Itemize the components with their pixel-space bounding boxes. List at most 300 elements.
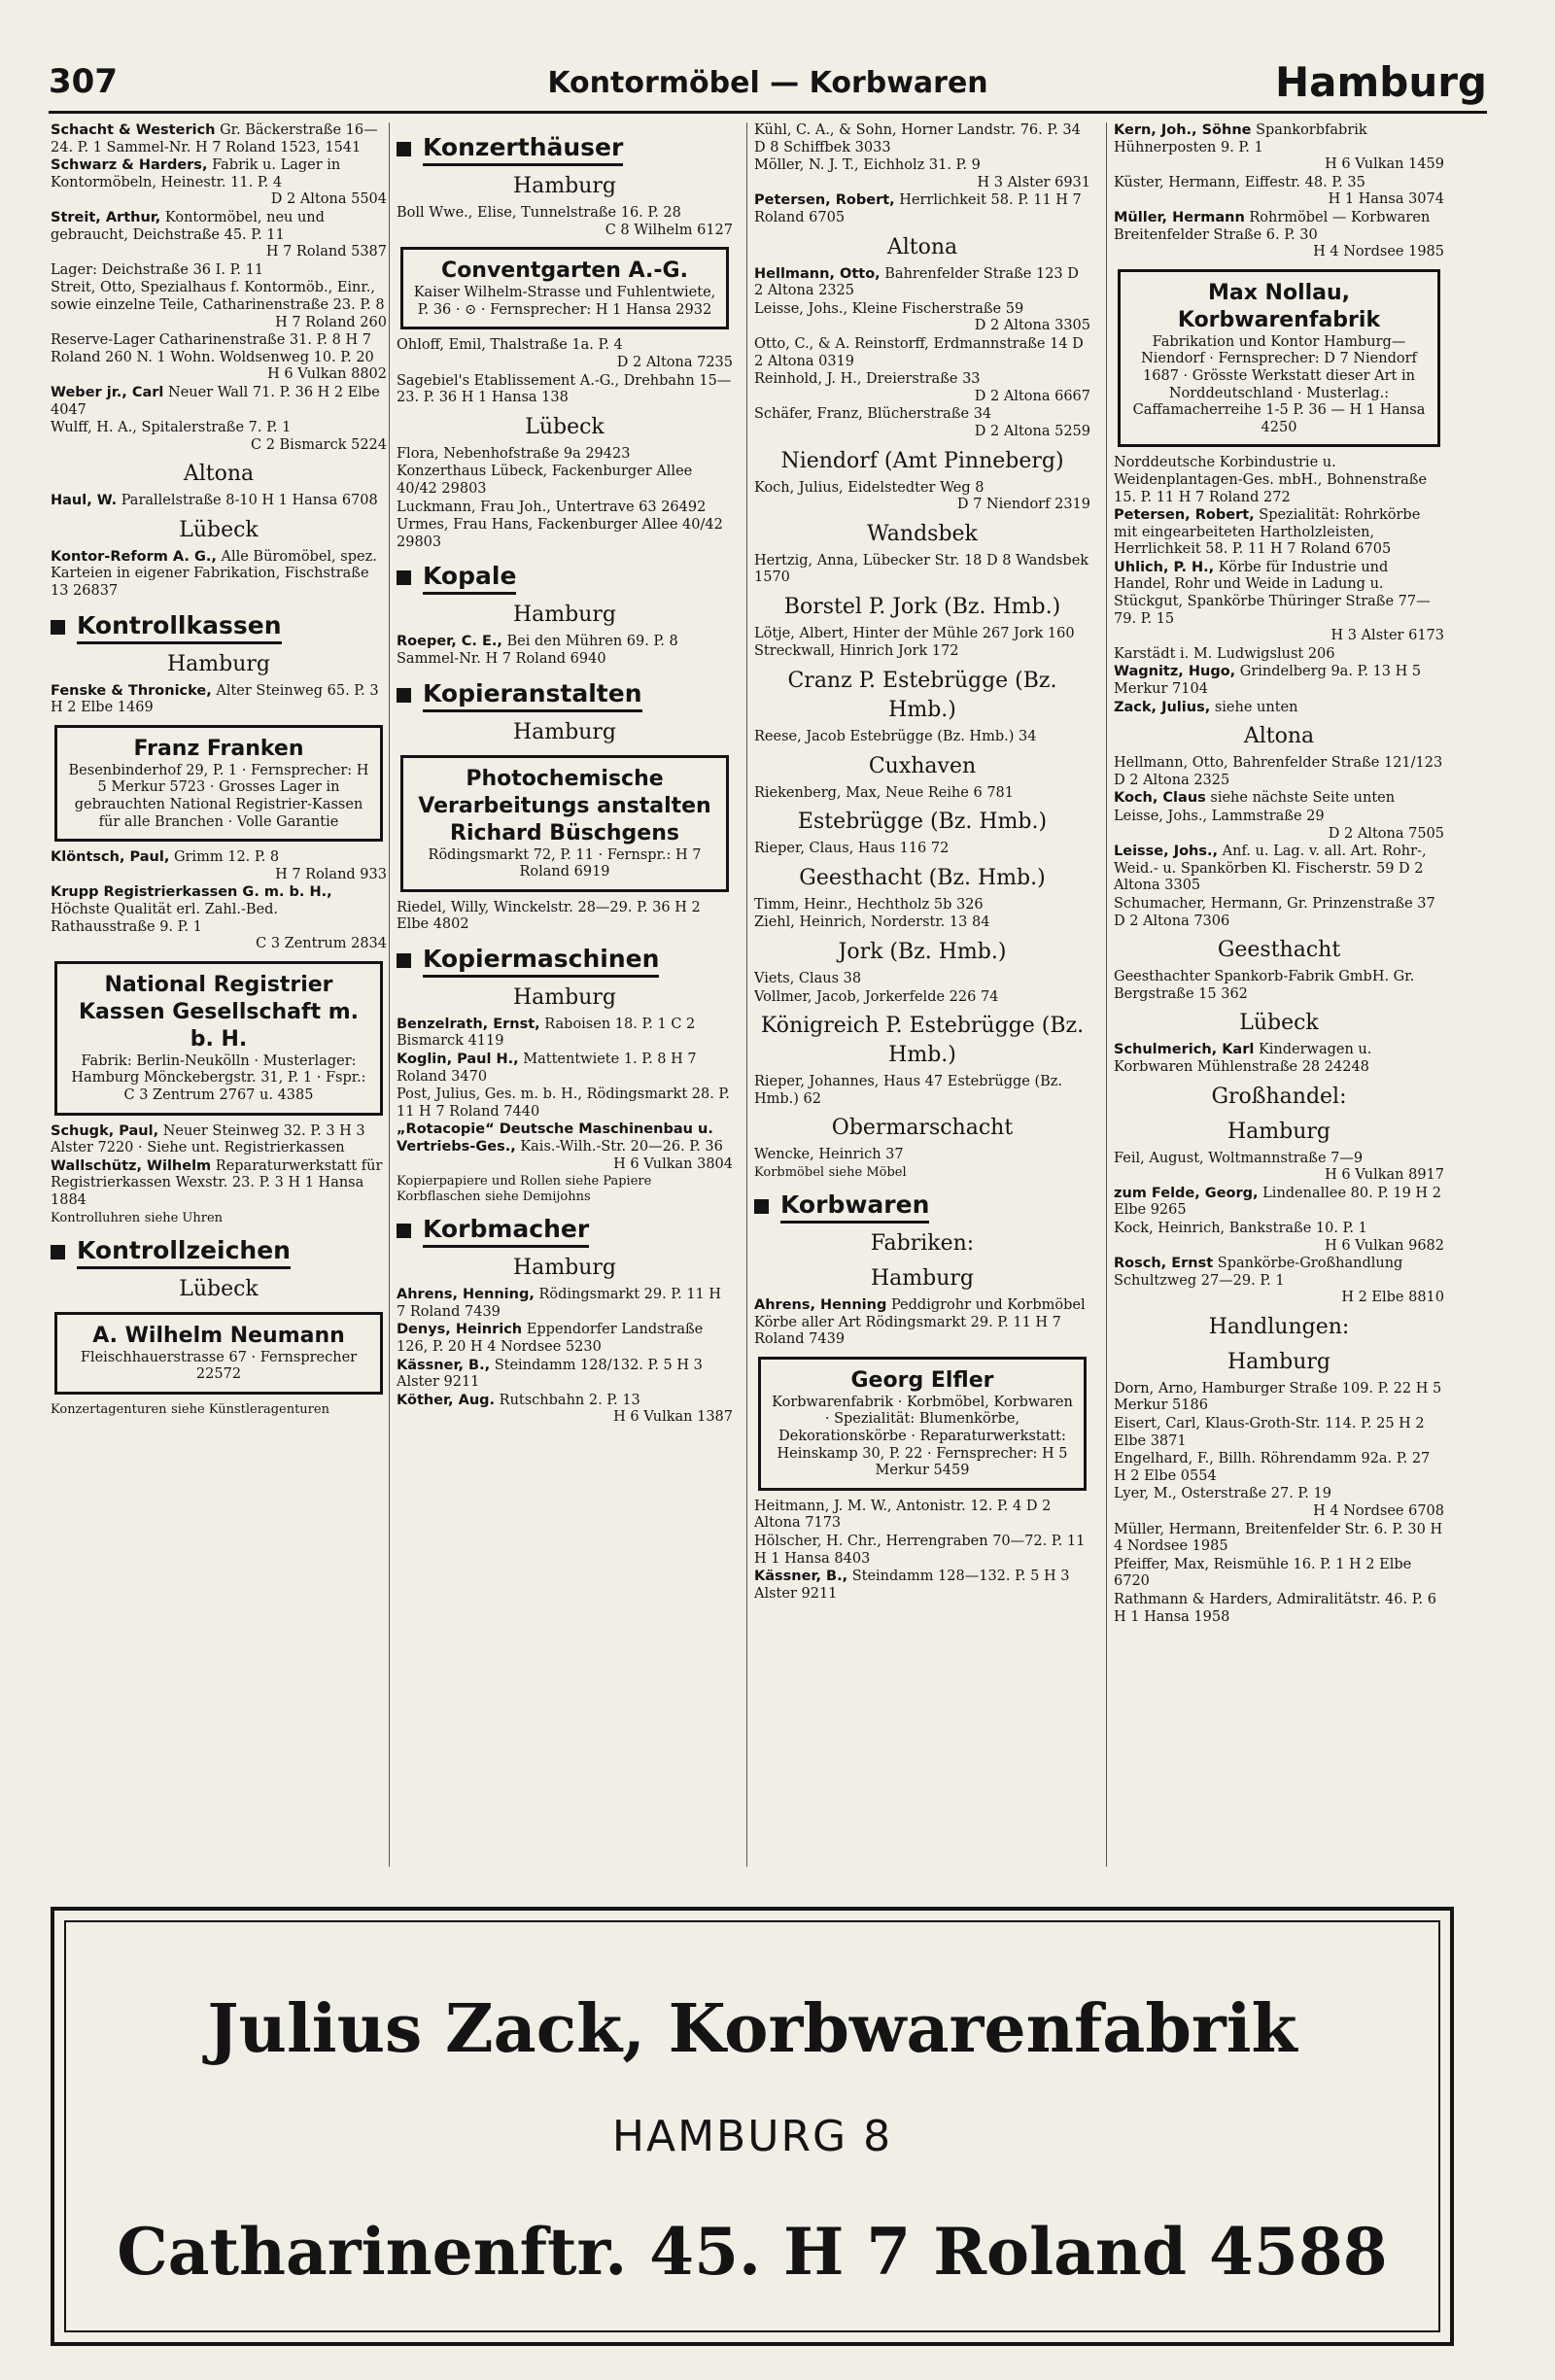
listing-entry [397, 446, 733, 464]
listing-entry [754, 371, 1090, 405]
ad-box [54, 961, 383, 1116]
listing-name: Kässner, B., [754, 1569, 848, 1585]
section-bullet-icon [397, 570, 411, 585]
listing-details: Spezialität: Rohrkörbe mit eingearbeiteten Hartholzleisten, Herrlichkeit 58. P. 11 H 7 Roland 6705 [1114, 507, 1421, 558]
listing-details: Reese, Jacob Estebrügge (Bz. Hmb.) 34 [754, 729, 1037, 745]
listing-entry [1114, 896, 1444, 930]
listing-details: siehe unten [1214, 699, 1298, 715]
listing-entry [1114, 455, 1444, 506]
ad-box [1118, 269, 1440, 448]
listing-details: Leisse, Johs., Lammstraße 29 [1114, 809, 1325, 824]
listing-entry [1114, 507, 1444, 559]
cross-reference [397, 1174, 733, 1189]
listing-details: Karstädt i. M. Ludwigslust 206 [1114, 645, 1335, 662]
section-heading [51, 1235, 387, 1269]
listing-details: Schäfer, Franz, Blücherstraße 34 [754, 406, 992, 423]
listing-details: Otto, C., & A. Reinstorff, Erdmannstraße 14 D 2 Altona 0319 [754, 335, 1084, 369]
listing-details: Kais.-Wilh.-Str. 20—26. P. 36 [520, 1139, 723, 1156]
listing-details: Raboisen 18. P. 1 C 2 Bismarck 4119 [397, 1016, 696, 1050]
listing-details: Urmes, Frau Hans, Fackenburger Allee 40/42 29803 [397, 517, 723, 550]
listing-details: siehe nächste Seite unten [1210, 790, 1396, 807]
section-bullet-icon [51, 1245, 65, 1259]
listing-details: Dorn, Arno, Hamburger Straße 109. P. 22 H 5 Merkur 5186 [1114, 1380, 1442, 1414]
listing-entry [1114, 560, 1444, 645]
city-heading: Hamburg [512, 719, 616, 744]
listing-details: Post, Julius, Ges. m. b. H., Rödingsmarkt 28. P. 11 H 7 Roland 7440 [397, 1087, 730, 1120]
listing-entry [397, 900, 733, 934]
listing-phone: H 6 Vulkan 9682 [1325, 1237, 1444, 1254]
listing-entry [1114, 1522, 1444, 1556]
listing-details: Bei den Mühren 69. P. 8 Sammel-Nr. H 7 Roland 6940 [397, 634, 678, 667]
listing-entry [397, 205, 733, 239]
listing-entry [754, 914, 1090, 932]
listing-phone: H 4 Nordsee 6708 [1313, 1503, 1444, 1520]
listing-entry [51, 420, 387, 454]
city-heading: Lübeck [525, 414, 605, 439]
city-heading: Wandsbek [867, 521, 978, 546]
listing-entry [51, 683, 387, 717]
listing-entry [754, 1147, 1090, 1164]
ad-box-title: Max Nollau, Korbwarenfabrik [1177, 280, 1381, 332]
listing-entry [51, 493, 387, 510]
listing-entry [754, 301, 1090, 335]
listing-entry [51, 549, 387, 601]
listing-entry [1114, 790, 1444, 808]
listing-details: Timm, Heinr., Hechtholz 5b 326 [754, 896, 984, 913]
listing-name: Benzelrath, Ernst, [397, 1016, 540, 1032]
listing-entry [1114, 1186, 1444, 1220]
city-heading: Niendorf (Amt Pinneberg) [780, 448, 1064, 473]
advertisement-box [51, 1907, 1454, 2346]
listing-entry [1114, 210, 1444, 261]
listing-details: Streit, Otto, Spezialhaus f. Kontormöb., Einr., sowie einzelne Teile, Catharinenstraße 23. P. 8 [51, 280, 385, 313]
listing-details: Boll Wwe., Elise, Tunnelstraße 16. P. 28 [397, 205, 681, 221]
listing-entry [754, 841, 1090, 858]
city-heading: Borstel P. Jork (Bz. Hmb.) [783, 594, 1061, 619]
listing-name: Fenske & Thronicke, [51, 682, 212, 699]
listing-details: Körbe für Industrie und Handel, Rohr und Weide in Ladung u. Stückgut, Spankörbe Thüringer Straße 77—79. P. 15 [1114, 559, 1431, 627]
listing-entry [397, 1287, 733, 1321]
listing-name: Ahrens, Henning [754, 1297, 887, 1313]
section-title: Kopieranstalten [423, 678, 642, 712]
listing-phone: H 7 Roland 5387 [265, 244, 387, 260]
listing-details: Eisert, Carl, Klaus-Groth-Str. 114. P. 25 H 2 Elbe 3871 [1114, 1416, 1425, 1449]
listing-details: Rutschbahn 2. P. 13 [499, 1392, 640, 1408]
city-heading: Cranz P. Estebrügge (Bz. Hmb.) [787, 669, 1057, 723]
ad-box-text: Kaiser Wilhelm-Strasse und Fuhlentwiete, P. 36 · ⊙ · Fernsprecher: H 1 Hansa 2932 [413, 285, 716, 318]
listing-details: Wencke, Heinrich 37 [754, 1147, 904, 1163]
listing-entry [754, 1499, 1090, 1533]
listing-entry [397, 1017, 733, 1051]
listing-phone: D 2 Altona 7235 [616, 354, 733, 370]
listing-entry [754, 1569, 1090, 1603]
listing-entry [397, 500, 733, 517]
listing-details: Hölscher, H. Chr., Herrengraben 70—72. P. 11 H 1 Hansa 8403 [754, 1533, 1086, 1567]
listing-name: Kern, Joh., Söhne [1114, 122, 1252, 138]
listing-entry [51, 262, 387, 280]
listing-phone: H 6 Vulkan 8917 [1325, 1167, 1444, 1184]
ad-box-text: Fleischhauerstrasse 67 · Fernsprecher 22572 [80, 1349, 358, 1383]
listing-entry [51, 157, 387, 209]
section-bullet-icon [397, 1224, 411, 1238]
listing-phone: C 3 Zentrum 2834 [256, 936, 387, 952]
listing-phone: D 2 Altona 5504 [270, 191, 387, 208]
column-divider [1106, 122, 1107, 1867]
listing-name: Kässner, B., [397, 1357, 491, 1373]
cross-reference-topic: Korbflaschen [397, 1190, 481, 1205]
listing-details: Flora, Nebenhofstraße 9a 29423 [397, 445, 631, 462]
listing-details: Lager: Deichstraße 36 I. P. 11 [51, 261, 264, 278]
ad-box-text: Korbwarenfabrik · Korbmöbel, Korbwaren · Spezialität: Blumenkörbe, Dekorationskörbe · Reparaturwerkstatt: Heinskamp 30, P. 22 · Fernsprecher: H 5 Merkur 5459 [772, 1394, 1073, 1479]
listing-entry [397, 1322, 733, 1356]
listing-entry [754, 643, 1090, 661]
listing-details: Geesthachter Spankorb-Fabrik GmbH. Gr. Bergstraße 15 362 [1114, 969, 1415, 1002]
listing-entry [1114, 1451, 1444, 1485]
listing-details: Hertzig, Anna, Lübecker Str. 18 D 8 Wandsbek 1570 [754, 552, 1089, 586]
listing-entry [1114, 1042, 1444, 1076]
city-heading: Lübeck [1239, 1011, 1319, 1036]
listing-details: Steindamm 128/132. P. 5 H 3 Alster 9211 [397, 1357, 703, 1391]
listing-entry [397, 1358, 733, 1392]
listing-entry [1114, 809, 1444, 843]
city-heading: Geesthacht [1217, 938, 1341, 963]
listing-details: Neuer Steinweg 32. P. 3 H 3 Alster 7220 · Siehe unt. Registrierkassen [51, 1122, 365, 1156]
section-title: Kopale [423, 561, 516, 595]
listing-phone: H 7 Roland 933 [275, 866, 387, 882]
listing-details: Luckmann, Frau Joh., Untertrave 63 26492 [397, 499, 707, 515]
ad-box-title: Conventgarten A.-G. [441, 259, 688, 284]
listing-entry [754, 971, 1090, 988]
listing-name: Ahrens, Henning, [397, 1287, 535, 1303]
listing-name: Wallschütz, Wilhelm [51, 1157, 212, 1174]
listing-entry [51, 1158, 387, 1210]
listing-name: Koglin, Paul H., [397, 1052, 519, 1068]
listing-entry [754, 480, 1090, 514]
listing-details: Ziehl, Heinrich, Norderstr. 13 84 [754, 914, 990, 931]
listing-details: Reinhold, J. H., Dreierstraße 33 [754, 371, 981, 388]
listing-details: Ohloff, Emil, Thalstraße 1a. P. 4 [397, 337, 623, 354]
listing-entry [397, 1393, 733, 1427]
listing-phone: D 2 Altona 7505 [1328, 825, 1444, 842]
city-heading: Altona [886, 234, 958, 259]
listing-phone: H 4 Nordsee 1985 [1313, 244, 1444, 260]
listing-details: Lindenallee 80. P. 19 H 2 Elbe 9265 [1114, 1185, 1441, 1219]
listing-entry [1114, 122, 1444, 174]
listing-entry [754, 1534, 1090, 1568]
listing-entry [397, 337, 733, 371]
listing-phone: D 2 Altona 6667 [974, 388, 1090, 404]
listing-entry [51, 1123, 387, 1157]
listing-details: Riedel, Willy, Winckelstr. 28—29. P. 36 H 2 Elbe 4802 [397, 899, 701, 933]
listing-name: Petersen, Robert, [1114, 507, 1255, 524]
ad-box-text: Rödingsmarkt 72, P. 11 · Fernspr.: H 7 Roland 6919 [428, 846, 702, 880]
listing-details: Viets, Claus 38 [754, 971, 862, 987]
section-heading [397, 132, 733, 166]
listing-name: Streit, Arthur, [51, 209, 161, 225]
cross-reference-target: siehe Demijohns [485, 1190, 591, 1205]
listing-name: „Rotacopie“ Deutsche Maschinenbau u. Vertriebs-Ges., [397, 1121, 713, 1156]
ad-box-text: Fabrik: Berlin-Neukölln · Musterlager: Hamburg Mönckebergstr. 31, P. 1 · Fspr.: C 3 Zentrum 2767 u. 4385 [71, 1052, 366, 1103]
listing-entry [1114, 1381, 1444, 1415]
listing-entry [754, 192, 1090, 226]
listing-entry [1114, 1221, 1444, 1255]
cross-reference-topic: Kontrolluhren [51, 1210, 141, 1225]
listing-entry [1114, 844, 1444, 895]
listing-entry [754, 1074, 1090, 1108]
listing-name: Petersen, Robert, [754, 192, 895, 209]
listing-details: Leisse, Johs., Kleine Fischerstraße 59 [754, 300, 1024, 317]
city-heading: Königreich P. Estebrügge (Bz. Hmb.) [760, 1014, 1085, 1068]
listing-details: Spankorbfabrik Hühnerposten 9. P. 1 [1114, 122, 1367, 155]
city-heading: Altona [1243, 724, 1315, 749]
listing-entry [397, 1052, 733, 1086]
ad-box-title: Georg Elfler [850, 1367, 994, 1393]
listing-entry [1114, 1486, 1444, 1520]
ad-box-text: Fabrikation und Kontor Hamburg—Niendorf · Fernsprecher: D 7 Niendorf 1687 · Grösste Werkstatt dieser Art in Norddeutschland · Musterlag.: Caffamacherreihe 1-5 P. 36 — H 1 Hansa 4250 [1132, 333, 1426, 435]
city-heading: Cuxhaven [868, 753, 977, 778]
section-heading [51, 610, 387, 644]
listing-entry [754, 897, 1090, 914]
listing-details: Streckwall, Hinrich Jork 172 [754, 643, 959, 660]
listing-details: Höchste Qualität erl. Zahl.-Bed. Rathausstraße 9. P. 1 [51, 902, 279, 935]
listing-details: Möller, N. J. T., Eichholz 31. P. 9 [754, 157, 981, 174]
listing-details: Sagebiel's Etablissement A.-G., Drehbahn 15—23. P. 36 H 1 Hansa 138 [397, 372, 732, 406]
listing-entry [754, 989, 1090, 1007]
listing-name: Haul, W. [51, 493, 118, 509]
city-heading: Hamburg [1227, 1349, 1330, 1374]
listing-entry [397, 1121, 733, 1173]
city-heading: Großhandel: [1211, 1084, 1347, 1109]
ad-box-title: Franz Franken [133, 736, 304, 761]
listing-details: Feil, August, Woltmannstraße 7—9 [1114, 1150, 1364, 1166]
listing-entry [397, 373, 733, 407]
listing-entry [754, 266, 1090, 300]
listing-entry [51, 122, 387, 156]
listing-details: Pfeiffer, Max, Reismühle 16. P. 1 H 2 Elbe 6720 [1114, 1556, 1412, 1590]
listing-entry [1114, 1557, 1444, 1591]
page-city: Hamburg [1275, 58, 1487, 106]
section-title: Korbmacher [423, 1214, 589, 1248]
listing-phone: C 2 Bismarck 5224 [250, 436, 387, 453]
listing-details: Konzerthaus Lübeck, Fackenburger Allee 40/42 29803 [397, 464, 693, 497]
section-bullet-icon [397, 142, 411, 156]
listing-name: Denys, Heinrich [397, 1322, 523, 1338]
cross-reference-topic: Kopierpapiere und Rollen [397, 1174, 562, 1190]
cross-reference [397, 1190, 733, 1204]
city-heading: Hamburg [512, 1256, 616, 1281]
ad-box-title: A. Wilhelm Neumann [92, 1323, 345, 1348]
ad-company-name: Julius Zack, Korbwarenfabrik [207, 1990, 1297, 2068]
listing-details: Kontormöbel, neu und gebraucht, Deichstraße 45. P. 11 [51, 209, 325, 243]
listing-name: Müller, Hermann [1114, 209, 1245, 225]
listing-name: Zack, Julius, [1114, 699, 1211, 715]
listing-details: Rathmann & Harders, Admiralitätstr. 46. P. 6 H 1 Hansa 1958 [1114, 1592, 1436, 1625]
section-heading [397, 678, 733, 712]
listing-name: Schacht & Westerich [51, 122, 216, 138]
section-title: Kontrollzeichen [77, 1235, 291, 1269]
listing-entry [754, 122, 1090, 156]
listing-details: Peddigrohr und Korbmöbel Körbe aller Art Rödingsmarkt 29. P. 11 H 7 Roland 7439 [754, 1297, 1086, 1348]
listing-name: Roeper, C. E., [397, 634, 502, 650]
listing-phone: D 2 Altona 5259 [974, 423, 1090, 439]
listing-details: Reparaturwerkstatt für Registrierkassen Wexstr. 23. P. 3 H 1 Hansa 1884 [51, 1157, 383, 1208]
city-heading: Hamburg [512, 603, 616, 628]
listing-entry [1114, 1151, 1444, 1185]
listing-entry [1114, 755, 1444, 789]
listing-details: Norddeutsche Korbindustrie u. Weidenplantagen-Ges. mbH., Bohnenstraße 15. P. 11 H 7 Roland 272 [1114, 455, 1428, 505]
column-1 [51, 122, 387, 1867]
ad-box-title: Photochemische Verarbeitungs anstalten Richard Büschgens [418, 766, 711, 845]
listing-entry [397, 634, 733, 668]
listing-phone: H 6 Vulkan 1387 [613, 1409, 733, 1426]
ad-box-text: Besenbinderhof 29, P. 1 · Fernsprecher: H 5 Merkur 5723 · Grosses Lager in gebrauchten National Registrier-Kassen für alle Branchen · Volle Garantie [68, 762, 369, 830]
listing-details: Hellmann, Otto, Bahrenfelder Straße 121/123 D 2 Altona 2325 [1114, 755, 1443, 788]
section-bullet-icon [51, 620, 65, 635]
listing-phone: C 8 Wilhelm 6127 [605, 222, 733, 238]
section-title: Korbwaren [780, 1190, 929, 1224]
listing-details: Küster, Hermann, Eiffestr. 48. P. 35 [1114, 174, 1365, 190]
city-heading: Hamburg [512, 984, 616, 1010]
city-heading: Lübeck [179, 517, 259, 542]
ad-box [54, 725, 383, 842]
section-title: Konzerthäuser [423, 132, 623, 166]
column-divider [746, 122, 747, 1867]
listing-entry [1114, 1256, 1444, 1307]
section-title: Kopiermaschinen [423, 944, 659, 978]
city-heading: Handlungen: [1208, 1314, 1350, 1339]
listing-entry [397, 517, 733, 551]
ad-city: HAMBURG 8 [611, 2112, 893, 2161]
listing-details: Anf. u. Lag. v. all. Art. Rohr-, Weid.- u. Spankörben Kl. Fischerstr. 59 D 2 Altona 3305 [1114, 844, 1427, 894]
listing-name: Schwarz & Harders, [51, 157, 208, 174]
listing-name: Wagnitz, Hugo, [1114, 664, 1236, 680]
listing-details: Herrlichkeit 58. P. 11 H 7 Roland 6705 [754, 192, 1082, 225]
listing-name: Hellmann, Otto, [754, 265, 881, 282]
listing-details: Heitmann, J. M. W., Antonistr. 12. P. 4 D 2 Altona 7173 [754, 1498, 1052, 1532]
listing-name: Krupp Registrierkassen G. m. b. H., [51, 884, 332, 901]
cross-reference [51, 1402, 387, 1417]
listing-entry [754, 626, 1090, 643]
cross-reference-target: siehe Uhren [144, 1210, 224, 1225]
listing-details: Schumacher, Hermann, Gr. Prinzenstraße 37 D 2 Altona 7306 [1114, 895, 1435, 929]
city-heading: Hamburg [1227, 1119, 1330, 1144]
listing-details: Bahrenfelder Straße 123 D 2 Altona 2325 [754, 265, 1079, 299]
listing-name: Rosch, Ernst [1114, 1256, 1214, 1272]
listing-phone: H 7 Roland 260 [275, 314, 387, 330]
section-heading [397, 944, 733, 978]
cross-reference-target: siehe Möbel [828, 1165, 907, 1180]
listing-entry [754, 157, 1090, 191]
listing-name: Köther, Aug. [397, 1392, 496, 1408]
listing-entry [51, 849, 387, 883]
city-heading: Jork (Bz. Hmb.) [838, 940, 1007, 965]
column-3 [754, 122, 1090, 1867]
listing-details: Kühl, C. A., & Sohn, Horner Landstr. 76. P. 34 D 8 Schiffbek 3033 [754, 122, 1081, 155]
listing-name: Weber jr., Carl [51, 384, 164, 400]
cross-reference [51, 1211, 387, 1225]
ad-box-title: National Registrier Kassen Gesellschaft m. b. H. [78, 972, 360, 1052]
listing-details: Engelhard, F., Billh. Röhrendamm 92a. P. 27 H 2 Elbe 0554 [1114, 1451, 1431, 1484]
listing-details: Koch, Julius, Eidelstedter Weg 8 [754, 479, 985, 496]
section-bullet-icon [397, 953, 411, 968]
ad-box [400, 247, 729, 329]
listing-details: Müller, Hermann, Breitenfelder Str. 6. P. 30 H 4 Nordsee 1985 [1114, 1521, 1443, 1555]
listing-entry [1114, 664, 1444, 698]
listing-phone: H 3 Alster 6931 [977, 174, 1090, 190]
listing-entry [754, 406, 1090, 440]
listing-details: Alle Büromöbel, spez. Karteien in eigener Fabrikation, Fischstraße 13 26837 [51, 548, 377, 600]
listing-details: Lyer, M., Osterstraße 27. P. 19 [1114, 1486, 1331, 1502]
listing-entry [397, 1087, 733, 1121]
city-heading: Hamburg [166, 651, 270, 676]
city-heading: Hamburg [512, 174, 616, 198]
listing-phone: D 2 Altona 3305 [974, 318, 1090, 334]
listing-details: Gr. Bäckerstraße 16—24. P. 1 Sammel-Nr. H 7 Roland 1523, 1541 [51, 122, 378, 155]
listing-details: Rieper, Claus, Haus 116 72 [754, 841, 950, 857]
listing-details: Parallelstraße 8-10 H 1 Hansa 6708 [121, 493, 378, 509]
ad-box [54, 1312, 383, 1395]
section-heading [754, 1190, 1090, 1224]
ad-address: Catharinenftr. 45. H 7 Roland 4588 [117, 2214, 1388, 2290]
listing-entry [51, 884, 387, 952]
listing-details: Kinderwagen u. Korbwaren Mühlenstraße 28 24248 [1114, 1042, 1372, 1075]
listing-details: Lötje, Albert, Hinter der Mühle 267 Jork 160 [754, 625, 1075, 641]
city-heading: Hamburg [870, 1266, 974, 1291]
listing-name: Schulmerich, Karl [1114, 1042, 1255, 1058]
listing-name: Kontor-Reform A. G., [51, 548, 217, 565]
listing-phone: D 7 Niendorf 2319 [956, 497, 1090, 513]
listing-details: Kock, Heinrich, Bankstraße 10. P. 1 [1114, 1220, 1367, 1236]
ad-box [400, 755, 729, 892]
listing-entry [397, 464, 733, 498]
listing-name: Klöntsch, Paul, [51, 849, 170, 866]
cross-reference-target: siehe Künstleragenturen [171, 1401, 329, 1417]
listing-entry [754, 336, 1090, 370]
listing-phone: H 6 Vulkan 8802 [267, 366, 387, 383]
cross-reference-target: siehe Papiere [565, 1174, 652, 1190]
city-heading: Altona [183, 462, 255, 487]
listing-details: Riekenberg, Max, Neue Reihe 6 781 [754, 784, 1014, 801]
listing-name: Koch, Claus [1114, 790, 1206, 807]
city-heading: Estebrügge (Bz. Hmb.) [797, 810, 1048, 835]
advertisement-inner-frame [64, 1920, 1440, 2332]
city-heading: Lübeck [179, 1276, 259, 1301]
listing-details: Grindelberg 9a. P. 13 H 5 Merkur 7104 [1114, 664, 1422, 698]
listing-entry [754, 1297, 1090, 1349]
listing-details: Fabrik u. Lager in Kontormöbeln, Heinestr. 11. P. 4 [51, 157, 341, 190]
cross-reference-topic: Konzertagenturen [51, 1401, 167, 1417]
listing-phone: H 6 Vulkan 3804 [613, 1156, 733, 1172]
column-divider [389, 122, 390, 1867]
city-heading: Geesthacht (Bz. Hmb.) [799, 865, 1046, 890]
listing-entry [754, 785, 1090, 803]
cross-reference-topic: Korbmöbel [754, 1165, 825, 1180]
listing-details: Alter Steinweg 65. P. 3 H 2 Elbe 1469 [51, 682, 379, 716]
listing-entry [1114, 1592, 1444, 1626]
listing-entry [51, 385, 387, 419]
listing-entry [51, 332, 387, 384]
listing-details: Wulff, H. A., Spitalerstraße 7. P. 1 [51, 420, 292, 436]
cross-reference [754, 1165, 1090, 1180]
section-bullet-icon [397, 688, 411, 703]
listing-name: Leisse, Johs., [1114, 844, 1219, 860]
listing-entry [1114, 700, 1444, 717]
listing-name: Uhlich, P. H., [1114, 559, 1215, 575]
listing-details: Grimm 12. P. 8 [173, 849, 280, 866]
section-bullet-icon [754, 1199, 769, 1214]
listing-entry [51, 210, 387, 261]
listing-phone: H 3 Alster 6173 [1330, 628, 1444, 644]
